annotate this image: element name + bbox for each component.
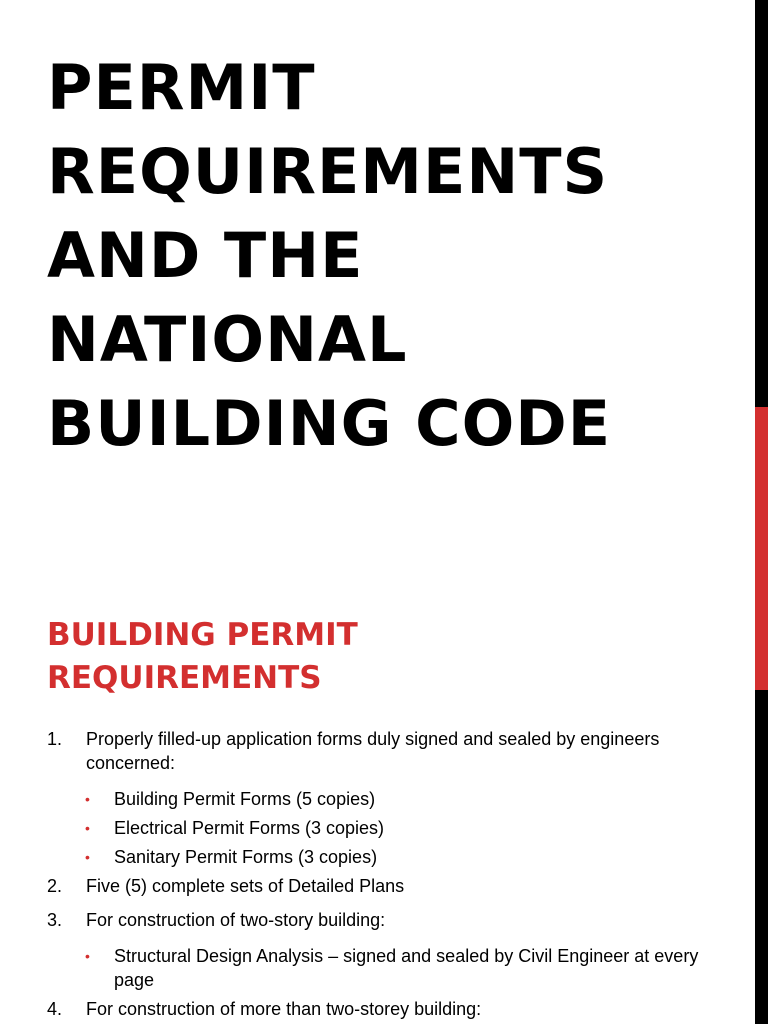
page-title-line: PERMIT bbox=[47, 51, 316, 124]
page-title-line: NATIONAL bbox=[47, 303, 408, 376]
list-item-text: Five (5) complete sets of Detailed Plans bbox=[86, 876, 405, 896]
list-item bbox=[0, 997, 755, 1021]
list-item bbox=[0, 908, 755, 932]
bullet-icon: • bbox=[85, 820, 90, 836]
side-bar-accent bbox=[755, 407, 768, 690]
list-item-number: 1. bbox=[47, 729, 63, 749]
section-title-line: BUILDING PERMIT bbox=[47, 617, 358, 653]
bullet-item-text: Structural Design Analysis – signed and sealed by Civil Engineer at every page bbox=[114, 946, 699, 990]
bullet-icon: • bbox=[85, 849, 90, 865]
page-title bbox=[47, 46, 737, 466]
list-item bbox=[0, 727, 755, 775]
section-title-line: REQUIREMENTS bbox=[47, 660, 322, 696]
list-item-number: 3. bbox=[47, 910, 63, 930]
bullet-item bbox=[0, 787, 755, 811]
bullet-item bbox=[0, 845, 755, 869]
section-title bbox=[47, 614, 358, 700]
list-item-text: Properly filled-up application forms duly signed and sealed by engineers concerned: bbox=[86, 729, 660, 773]
bullet-item-text: Building Permit Forms (5 copies) bbox=[114, 789, 376, 809]
bullet-icon: • bbox=[85, 791, 90, 807]
bullet-icon: • bbox=[85, 948, 90, 964]
list-item bbox=[0, 874, 755, 898]
bullet-item-text: Sanitary Permit Forms (3 copies) bbox=[114, 847, 378, 867]
requirements-list bbox=[0, 727, 755, 1021]
page-title-line: REQUIREMENTS bbox=[47, 135, 609, 208]
list-item-text: For construction of two-story building: bbox=[86, 910, 386, 930]
bullet-item-text: Electrical Permit Forms (3 copies) bbox=[114, 818, 385, 838]
list-item-number: 2. bbox=[47, 876, 63, 896]
page-title-line: BUILDING CODE bbox=[47, 387, 612, 460]
list-item-number: 4. bbox=[47, 999, 63, 1019]
bullet-item bbox=[0, 816, 755, 840]
page-title-line: AND THE bbox=[47, 219, 364, 292]
list-item-text: For construction of more than two-storey building: bbox=[86, 999, 482, 1019]
bullet-item bbox=[0, 944, 755, 992]
